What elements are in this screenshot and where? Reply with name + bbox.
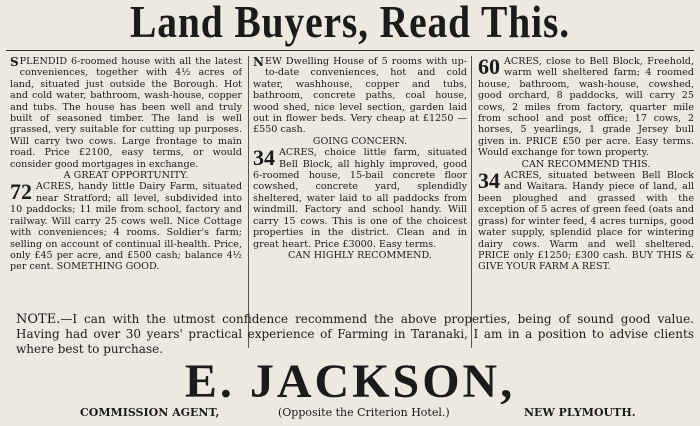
listing-tagline: CAN HIGHLY RECOMMEND. xyxy=(288,249,432,261)
listing-34-acres-waitara xyxy=(478,170,694,273)
footer-town: NEW PLYMOUTH. xyxy=(524,406,636,419)
drop-cap: N xyxy=(253,56,264,69)
listing-tagline: SOMETHING GOOD. xyxy=(56,261,160,273)
top-rule xyxy=(6,50,694,51)
listing-house-6-rooms xyxy=(10,56,242,181)
column-2 xyxy=(248,56,472,348)
listing-tagline: A GREAT OPPORTUNITY. xyxy=(63,170,189,182)
headline: Land Buyers, Read This. xyxy=(129,0,571,47)
listing-dwelling-5-rooms xyxy=(253,56,467,147)
listing-text: ACRES, choice little farm, situated Bell Block, all highly improved, good 6-roomed house, 15-bail concrete floor cowshed, concrete yard, splendidly sheltered, water laid to all paddocks from windmill. Factory and school handy. Will carry 15 cows. This is one of the choicest properties in the district. Clean and in great heart. Price £3000. Easy terms. xyxy=(253,147,467,250)
listing-text: ACRES, situated between Bell Block and Waitara. Handy piece of land, all been ploughed and grassed with the exception of 5 acres of green feed (oats and grass) for winter feed, 4 acres turnips, good water supply, splendid place for wintering dairy cows. Warm and well sheltered. PRICE only £1250; £300 cash. BUY THIS & GIVE YOUR FARM A REST. xyxy=(478,170,694,273)
listing-34-acres-bell-block xyxy=(253,147,467,261)
listing-text: ACRES, close to Bell Block, Freehold, warm well sheltered farm; 4 roomed house, bathroom, wash-house, cowshed, good orchard, 8 paddocks, will carry 25 cows, 2 miles from factory, quarter mile from school and post office; 17 cows, 2 horses, 5 yearlings, 1 grade Jersey bull given in. PRICE £50 per acre. Easy terms. Would exchange for town property. xyxy=(478,56,694,159)
listing-tagline: GOING CONCERN. xyxy=(312,135,408,147)
acreage-number: 34 xyxy=(253,145,275,171)
note-paragraph xyxy=(16,312,694,357)
acreage-number: 72 xyxy=(10,179,32,205)
column-3 xyxy=(478,56,694,338)
listing-tagline: CAN RECOMMEND THIS. xyxy=(521,158,651,170)
advertiser-name: E. JACKSON, xyxy=(184,355,516,408)
listing-72-acres xyxy=(10,181,242,272)
listing-text: PLENDID 6-roomed house with all the latest conveniences, together with 4½ acres of land, situated just outside the Borough. Hot and cold water, bathroom, wash-house, copper and tubs. The house has been well and truly built of seasoned timber. The land is well grassed, very suitable for cutting up purposes. Will carry two cows. Large frontage to main road. Price £2100, easy terms, or would consider good mortgages in exchange. xyxy=(10,56,242,170)
note-lead: NOTE. xyxy=(16,312,61,327)
listing-text: ACRES, handy little Dairy Farm, situated near Stratford; all level, subdivided into 10 paddocks; 11 mile from school, factory and railway. Will carry 25 cows well. Nice Cottage with conveniences; 4 rooms. Soldier's farm; selling on account of continual ill-health. Price, only £45 per acre, and £500 cash; balance 4½ per cent. xyxy=(10,181,242,273)
column-1 xyxy=(10,56,242,338)
footer-address: (Opposite the Criterion Hotel.) xyxy=(278,406,450,419)
footer-role: COMMISSION AGENT, xyxy=(80,406,220,419)
listing-60-acres xyxy=(478,56,694,170)
listing-text: EW Dwelling House of 5 rooms with up-to-date conveniences, hot and cold water, washhouse, copper and tubs, bathroom, concrete paths, coal house, wood shed, nice level section, garden laid out in flower beds. Very cheap at £1250 — £550 cash. xyxy=(253,56,467,136)
drop-cap: S xyxy=(10,56,19,69)
acreage-number: 60 xyxy=(478,56,500,79)
acreage-number: 34 xyxy=(478,168,500,194)
note-text: —I can with the utmost confidence recommend the above properties, being of sound good value. Having had over 30 years' practical experience of Farming in Taranaki, I am in a position to advise clients where best to purchase. xyxy=(16,312,694,356)
